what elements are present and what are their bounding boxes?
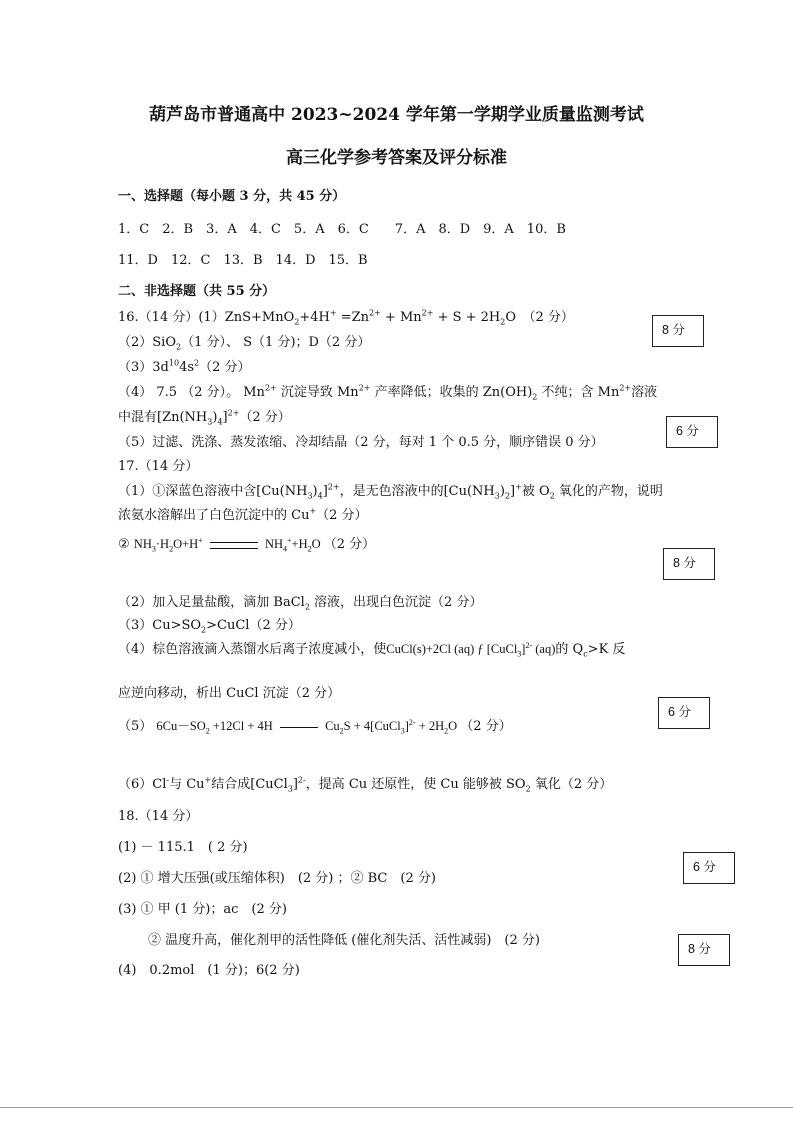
equilibrium-arrow	[210, 542, 258, 549]
q17-line-1: （1）①深蓝色溶液中含$[Cu(NH_3)_4]^{2+}$，是无色溶液中的$[Cu(NH_3)_2]^+$被 $O_2$ 氧化的产物，说明	[118, 482, 663, 501]
reaction-arrow	[280, 727, 318, 728]
equation-cu-so2: $6Cu-SO_2 +12Cl + 4H$ $Cu_2S$ + 4[CuCl$_3$]$^{2-}$ + $2H_2O$	[156, 717, 458, 736]
score-box: 6 分	[683, 852, 735, 884]
q16-line-5: 中混有$[Zn(NH_3)_4]^{2+}(2$ 分）	[118, 408, 291, 427]
q18-heading: 18.（14 分）	[118, 809, 199, 824]
score-box: 8 分	[678, 934, 730, 966]
page-title: 葫芦岛市普通高中 2023~2024 学年第一学期学业质量监测考试	[149, 105, 644, 125]
q18-line-5: (4) 0.2mol (1 分)；6(2 分)	[118, 963, 300, 978]
q17-line-7: 应逆向移动，析出 CuCl 沉淀（2 分）	[118, 686, 341, 701]
section-heading-choice: 一、选择题（每小题 3 分，共 45 分）	[118, 189, 346, 204]
q17-line-6: （4）棕色溶液滴入蒸馏水后离子浓度减小，使CuCl(s)+2Cl (aq) ƒ [CuCl$_3$]$^{2-}$ (aq)的 $Q_c>K$ 反	[118, 640, 626, 659]
q17-line-5: $(3)Cu>SO_2>CuCl(2$ 分）	[118, 618, 301, 635]
q17-line-3: ② $NH_3\cdot H_2O+H^+$ $NH_4^++H_2O$ （2 分）	[118, 535, 376, 554]
page-subtitle: 高三化学参考答案及评分标准	[286, 148, 507, 168]
answer-row-1: 1．C 2．B 3．A 4．C 5．A 6．C 7．A 8．D 9．A 10．B	[118, 222, 566, 237]
q17-line-9: （6）Cl-与 Cu+结合成[CuCl$_3$]$^{2-}$，提高 Cu 还原性，使 Cu 能够被 $SO_2$ 氧化（2 分）	[118, 775, 613, 794]
section-heading-nonchoice: 二、非选择题（共 55 分）	[118, 284, 276, 299]
score-box: 8 分	[652, 315, 704, 347]
q16-line-3: $(3)3d^{10}4s^2(2$ 分）	[118, 358, 251, 375]
q16-line-2: （2）SiO$_2$（1 分）、 S（1 分)；D（2 分）	[118, 335, 371, 352]
equation-ammonia: $NH_3\cdot H_2O+H^+$ $NH_4^++H_2O$	[133, 535, 321, 554]
q17-line-8: （5） $6Cu-SO_2 +12Cl + 4H$ $Cu_2S$ + 4[CuCl$_3$]$^{2-}$ + $2H_2O$ （2 分）	[118, 717, 512, 736]
q16-line-1: 16.（14 分）$(1)ZnS+MnO_2+4H^+ =Zn^{2+} + Mn^{2+} + S + 2H_2O$ （2 分）	[118, 308, 574, 327]
page-bottom-divider	[0, 1107, 793, 1108]
q17-line-4: （2）加入足量盐酸，滴加 BaCl$_2$ 溶液，出现白色沉淀（2 分）	[118, 595, 483, 612]
q18-line-4: ② 温度升高，催化剂甲的活性降低 (催化剂失活、活性减弱) (2 分)	[148, 933, 540, 948]
q17-heading: 17.（14 分）	[118, 459, 199, 474]
score-box: 6 分	[666, 416, 718, 448]
score-box: 8 分	[663, 548, 715, 580]
q17-line-2: 浓氨水溶解出了白色沉淀中的 Cu+（2 分）	[118, 506, 368, 523]
q16-line-4: （4） 7.5 （2 分）。 $Mn^{2+}$ 沉淀导致 $Mn^{2+}$ 产率降低；收集的 $Zn(OH)_2$ 不纯；含 $Mn^{2+}$溶液	[118, 383, 658, 402]
q18-line-3: (3) ① 甲 (1 分)；ac (2 分)	[118, 902, 287, 917]
q18-line-2: (2) ① 增大压强(或压缩体积) (2 分) ；② BC (2 分)	[118, 871, 436, 886]
answer-row-2: 11．D 12．C 13．B 14．D 15．B	[118, 253, 368, 268]
equation-cucl: CuCl(s)+2Cl (aq) ƒ [CuCl$_3$]$^{2-}$ (aq)	[386, 640, 556, 659]
q16-line-6: （5）过滤、洗涤、蒸发浓缩、冷却结晶（2 分，每对 1 个 0.5 分，顺序错误 0 分）	[118, 435, 604, 450]
q18-line-1: (1) － 115.1 ( 2 分)	[118, 840, 248, 855]
score-box: 6 分	[658, 697, 710, 729]
